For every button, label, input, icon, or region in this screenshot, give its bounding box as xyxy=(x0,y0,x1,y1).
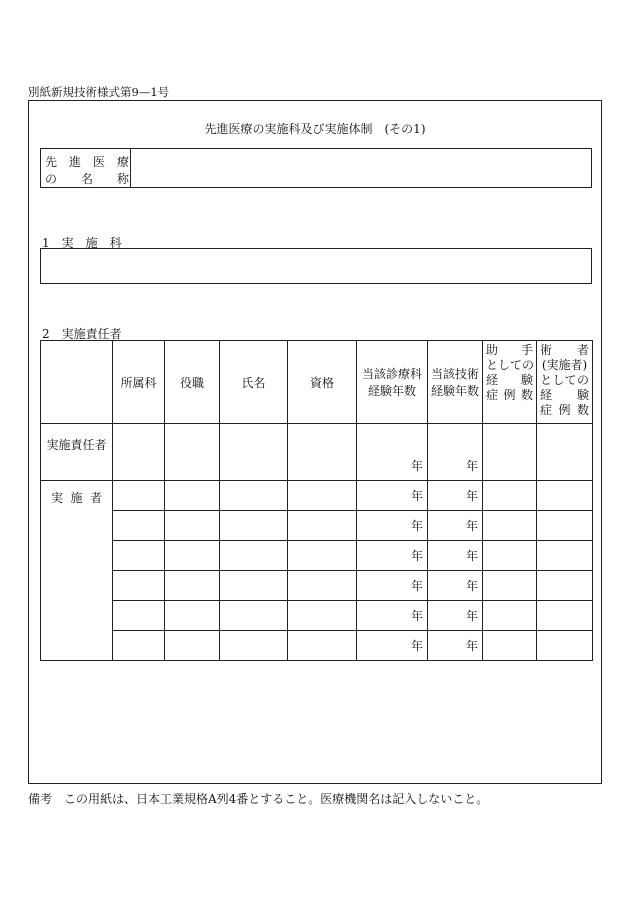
header-qualification: 資格 xyxy=(288,341,357,424)
technology-name-label xyxy=(41,149,131,187)
table-row-operator xyxy=(41,481,593,511)
technology-name-field[interactable] xyxy=(132,149,591,187)
table-header-row xyxy=(41,341,593,424)
department-field[interactable] xyxy=(40,248,592,284)
header-line: 当該技術 xyxy=(430,367,479,381)
cell[interactable] xyxy=(165,481,220,511)
form-title: 先進医療の実施科及び実施体制 (その1) xyxy=(204,122,426,136)
cell-dept-years[interactable]: 年 xyxy=(357,631,428,661)
label-char: 先 xyxy=(45,155,58,169)
cell-tech-years[interactable]: 年 xyxy=(428,571,483,601)
cell[interactable] xyxy=(483,424,537,481)
table-row-responsible xyxy=(41,424,593,481)
cell[interactable] xyxy=(113,541,165,571)
cell[interactable] xyxy=(537,424,593,481)
label-char: 称 xyxy=(116,172,129,186)
cell-dept-years[interactable]: 年 xyxy=(357,511,428,541)
header-char: 者 xyxy=(576,343,589,357)
cell[interactable] xyxy=(113,631,165,661)
header-dept-years xyxy=(357,341,428,424)
header-char: て xyxy=(564,373,577,387)
cell[interactable] xyxy=(537,481,593,511)
label-char: 名 xyxy=(80,172,93,186)
cell[interactable] xyxy=(537,631,593,661)
header-char: と xyxy=(540,373,553,387)
header-affiliation: 所属科 xyxy=(113,341,165,424)
cell-tech-years[interactable]: 年 xyxy=(428,541,483,571)
cell[interactable] xyxy=(165,541,220,571)
header-char: し xyxy=(552,373,565,387)
cell[interactable] xyxy=(220,631,288,661)
cell[interactable] xyxy=(220,511,288,541)
header-char: し xyxy=(498,358,511,372)
header-role: 役職 xyxy=(165,341,220,424)
cell[interactable] xyxy=(288,511,357,541)
cell-dept-years[interactable]: 年 xyxy=(357,541,428,571)
cell[interactable] xyxy=(483,571,537,601)
header-line: (実施者) xyxy=(541,358,588,372)
remark-note: 備考 この用紙は、日本工業規格A列4番とすること。医療機関名は記入しないこと。 xyxy=(28,792,489,806)
label-char: 進 xyxy=(68,155,81,169)
label-char: 医 xyxy=(92,155,105,169)
cell[interactable] xyxy=(113,424,165,481)
header-line: 経験年数 xyxy=(430,384,479,398)
header-tech-years xyxy=(428,341,483,424)
cell[interactable] xyxy=(113,481,165,511)
header-char: と xyxy=(486,358,499,372)
header-char: 数 xyxy=(576,403,589,417)
header-assistant-cases xyxy=(483,341,537,424)
header-char: 経 xyxy=(540,388,553,402)
cell[interactable] xyxy=(220,424,288,481)
cell[interactable] xyxy=(288,571,357,601)
cell-tech-years[interactable]: 年 xyxy=(428,601,483,631)
cell[interactable] xyxy=(288,481,357,511)
header-char: 経 xyxy=(486,373,499,387)
cell-dept-years[interactable]: 年 xyxy=(357,424,428,481)
row-label-char: 施 xyxy=(70,491,83,505)
section-1-heading: 1 実 施 科 xyxy=(42,236,122,250)
cell[interactable] xyxy=(220,541,288,571)
header-blank xyxy=(41,341,113,424)
technology-name-box xyxy=(40,148,592,188)
row-label-char: 実 xyxy=(51,491,64,505)
header-char: 数 xyxy=(520,388,533,402)
cell[interactable] xyxy=(483,631,537,661)
cell[interactable] xyxy=(537,511,593,541)
cell[interactable] xyxy=(113,511,165,541)
cell-tech-years[interactable]: 年 xyxy=(428,511,483,541)
header-char: の xyxy=(576,373,589,387)
cell[interactable] xyxy=(288,541,357,571)
table-row-operator xyxy=(41,571,593,601)
cell[interactable] xyxy=(165,511,220,541)
label-char: 療 xyxy=(116,155,129,169)
header-char: 症 xyxy=(486,388,499,402)
cell[interactable] xyxy=(220,571,288,601)
cell-dept-years[interactable]: 年 xyxy=(357,571,428,601)
cell[interactable] xyxy=(483,601,537,631)
cell[interactable] xyxy=(113,571,165,601)
header-char: て xyxy=(510,358,523,372)
header-name: 氏名 xyxy=(220,341,288,424)
header-char: の xyxy=(522,358,535,372)
form-code: 別紙新規技術様式第9—1号 xyxy=(28,85,170,99)
header-char: 験 xyxy=(520,373,533,387)
cell-dept-years[interactable]: 年 xyxy=(357,481,428,511)
header-char: 症 xyxy=(540,403,553,417)
staff-table xyxy=(40,340,593,661)
header-operator-cases xyxy=(537,341,593,424)
cell[interactable] xyxy=(165,601,220,631)
cell[interactable] xyxy=(165,424,220,481)
header-char: 手 xyxy=(520,343,533,357)
cell[interactable] xyxy=(483,541,537,571)
cell-tech-years[interactable]: 年 xyxy=(428,631,483,661)
cell[interactable] xyxy=(113,601,165,631)
header-char: 術 xyxy=(540,343,553,357)
cell[interactable] xyxy=(483,481,537,511)
label-char: の xyxy=(45,172,58,186)
table-row-operator xyxy=(41,631,593,661)
cell[interactable] xyxy=(165,631,220,661)
cell-tech-years[interactable]: 年 xyxy=(428,481,483,511)
cell[interactable] xyxy=(165,571,220,601)
cell[interactable] xyxy=(288,601,357,631)
row-label: 実施責任者 xyxy=(46,438,107,452)
row-label-operator xyxy=(41,481,113,661)
row-label-responsible xyxy=(41,424,113,481)
row-label-char: 者 xyxy=(89,491,102,505)
header-char: 験 xyxy=(576,388,589,402)
cell-tech-years[interactable]: 年 xyxy=(428,424,483,481)
header-line: 経験年数 xyxy=(367,384,416,398)
section-2-heading: 2 実施責任者 xyxy=(42,327,122,341)
cell[interactable] xyxy=(483,511,537,541)
cell[interactable] xyxy=(537,601,593,631)
cell[interactable] xyxy=(537,571,593,601)
cell[interactable] xyxy=(288,631,357,661)
header-line: 当該診療科 xyxy=(361,367,422,381)
header-char: 例 xyxy=(558,403,571,417)
cell[interactable] xyxy=(288,424,357,481)
cell[interactable] xyxy=(220,601,288,631)
cell[interactable] xyxy=(537,541,593,571)
table-row-operator xyxy=(41,541,593,571)
cell-dept-years[interactable]: 年 xyxy=(357,601,428,631)
header-char: 例 xyxy=(503,388,516,402)
table-row-operator xyxy=(41,511,593,541)
cell[interactable] xyxy=(220,481,288,511)
header-char: 助 xyxy=(486,343,499,357)
table-row-operator xyxy=(41,601,593,631)
